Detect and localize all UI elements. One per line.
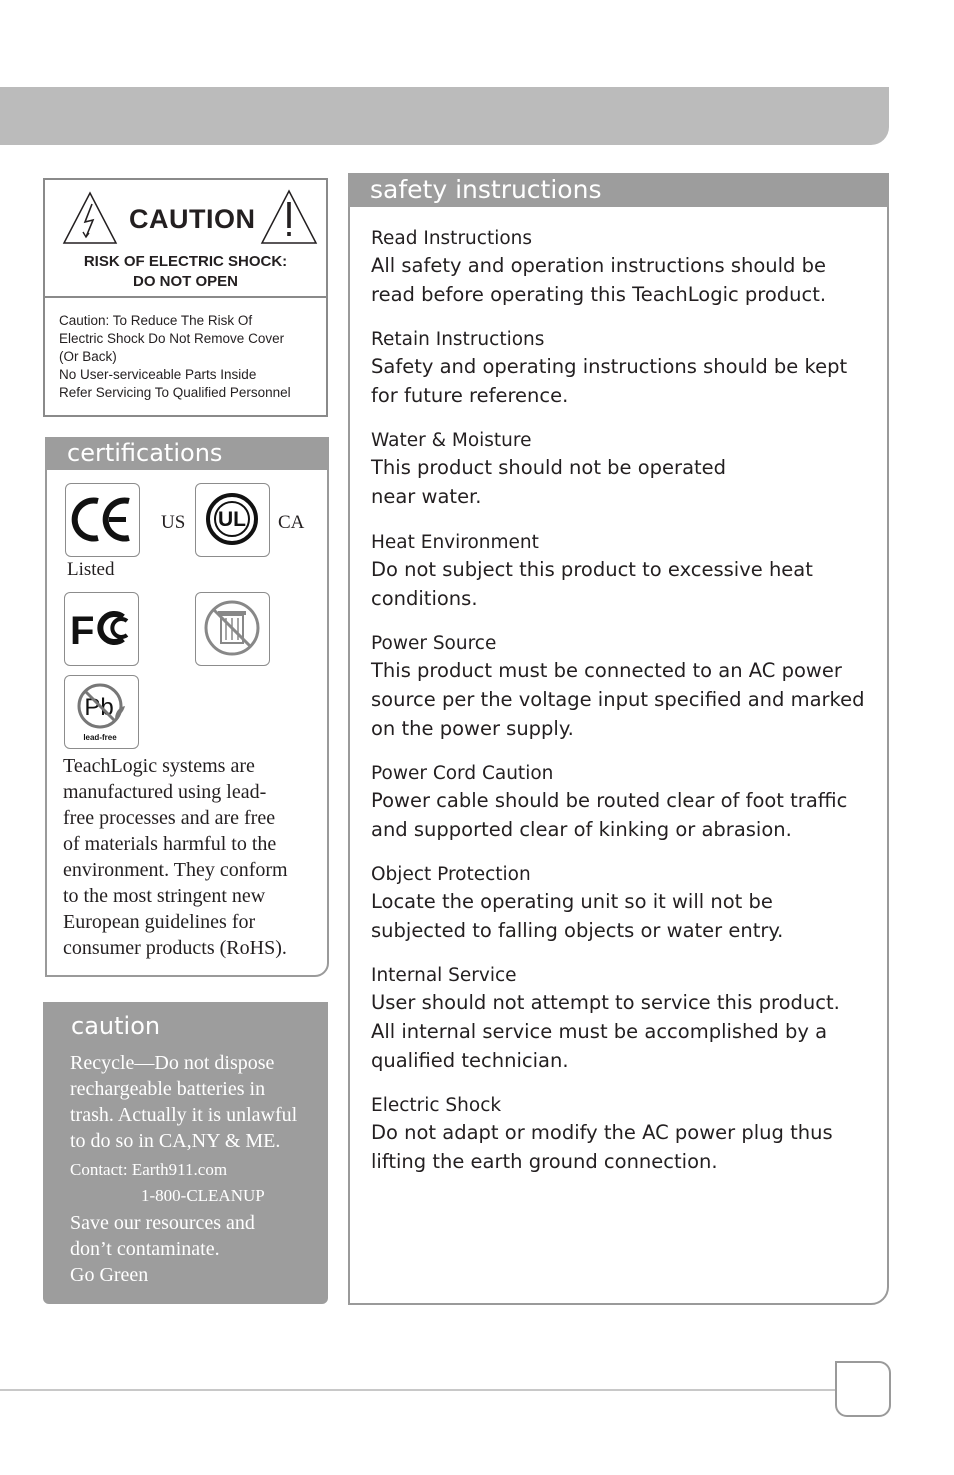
certifications-title-bar — [45, 437, 329, 470]
ul-listed-icon — [195, 483, 270, 557]
safety-item-heading: Object Protection — [371, 864, 531, 885]
caution-heading: CAUTION — [129, 204, 256, 234]
certifications-title: certifications — [67, 439, 223, 467]
safety-item-body — [371, 352, 881, 410]
safety-item-line: All internal service must be accomplished by a — [371, 1020, 828, 1043]
safety-item-line: Do not adapt or modify the AC power plug thus — [371, 1121, 833, 1144]
recycle-text-line: Save our resources and — [70, 1212, 255, 1234]
safety-item-line: source per the voltage input specified and marked — [371, 688, 865, 711]
safety-item-line: qualified technician. — [371, 1049, 569, 1072]
caution-notes — [59, 312, 321, 402]
certifications-text-line: manufactured using lead- — [63, 781, 267, 803]
footer-rule — [0, 1389, 836, 1391]
safety-item-heading: Power Cord Caution — [371, 763, 554, 784]
safety-item-line: near water. — [371, 485, 482, 508]
safety-item-line: This product should not be operated — [371, 456, 727, 479]
safety-instructions-panel — [348, 173, 889, 1305]
recycle-text-line: don’t contaminate. — [70, 1238, 220, 1260]
safety-item-heading: Power Source — [371, 633, 497, 654]
certifications-text-line: of materials harmful to the — [63, 833, 277, 855]
shock-warning-line-2: DO NOT OPEN — [132, 273, 238, 290]
safety-item-body — [371, 786, 881, 844]
safety-item-line: subjected to falling objects or water entry. — [371, 919, 784, 942]
ul-ca-label: CA — [278, 512, 305, 533]
safety-item-power-cord-caution — [371, 762, 881, 844]
safety-item-power-source — [371, 632, 881, 743]
fcc-icon — [64, 592, 139, 666]
recycle-closing-text — [70, 1210, 320, 1288]
safety-item-line: on the power supply. — [371, 717, 574, 740]
caution-note-line: (Or Back) — [59, 349, 117, 364]
caution-note-line: Electric Shock Do Not Remove Cover — [59, 331, 285, 346]
safety-item-body — [371, 453, 881, 511]
ul-listed-label: Listed — [67, 559, 115, 580]
recycle-text-line: Recycle—Do not dispose — [70, 1052, 275, 1074]
certifications-text-line: European guidelines for — [63, 911, 256, 933]
recycle-main-text — [70, 1050, 320, 1154]
safety-item-line: This product must be connected to an AC power — [371, 659, 842, 682]
safety-item-line: Safety and operating instructions should be kept — [371, 355, 848, 378]
svg-text:F: F — [70, 609, 95, 653]
recycle-text-line: rechargeable batteries in — [70, 1078, 266, 1100]
safety-item-heading: Read Instructions — [371, 228, 533, 249]
safety-item-line: for future reference. — [371, 384, 569, 407]
safety-item-body — [371, 887, 881, 945]
svg-text:UL: UL — [218, 508, 246, 531]
contact-phone: 1-800-CLEANUP — [141, 1186, 265, 1205]
page-number-box — [835, 1361, 891, 1417]
safety-item-heading: Water & Moisture — [371, 430, 532, 451]
safety-title-bar — [348, 173, 889, 207]
recycle-contact — [70, 1157, 320, 1209]
safety-item-heat-environment — [371, 531, 881, 613]
safety-item-line: Do not subject this product to excessive heat — [371, 558, 813, 581]
svg-text:Pb: Pb — [84, 694, 114, 721]
safety-item-line: lifting the earth ground connection. — [371, 1150, 718, 1173]
safety-item-body — [371, 988, 881, 1075]
header-band — [0, 87, 889, 145]
safety-item-body — [371, 1118, 881, 1176]
caution-note-line: Refer Servicing To Qualified Personnel — [59, 385, 291, 400]
safety-item-water-moisture — [371, 429, 881, 511]
recycle-caution-panel — [43, 1002, 328, 1304]
certifications-text — [63, 753, 323, 961]
recycle-text-line: to do so in CA,NY & ME. — [70, 1130, 281, 1152]
lead-free-label: lead-free — [83, 733, 117, 742]
safety-item-read-instructions — [371, 227, 881, 309]
shock-warning-line-1: RISK OF ELECTRIC SHOCK: — [83, 253, 288, 270]
certifications-text-line: free processes and are free — [63, 807, 276, 829]
certifications-text-line: TeachLogic systems are — [63, 755, 255, 777]
recycle-text-line: Go Green — [70, 1264, 149, 1286]
safety-item-line: Locate the operating unit so it will not be — [371, 890, 773, 913]
caution-note-line: Caution: To Reduce The Risk Of — [59, 313, 253, 328]
exclamation-warning-icon — [259, 188, 319, 246]
certifications-text-line: consumer products (RoHS). — [63, 937, 287, 959]
ce-mark-icon — [65, 483, 140, 557]
ul-us-label: US — [161, 512, 186, 533]
certifications-text-line: environment. They conform — [63, 859, 288, 881]
safety-item-body — [371, 555, 881, 613]
caution-note-line: No User-serviceable Parts Inside — [59, 367, 257, 382]
caution-label — [43, 178, 328, 417]
lightning-warning-icon — [61, 190, 119, 246]
recycle-caution-title: caution — [71, 1012, 161, 1040]
no-trash-bin-icon — [195, 592, 270, 666]
safety-item-line: and supported clear of kinking or abrasion. — [371, 818, 792, 841]
safety-item-heading: Heat Environment — [371, 532, 539, 553]
safety-item-line: User should not attempt to service this product. — [371, 991, 840, 1014]
safety-item-body — [371, 656, 881, 743]
safety-item-object-protection — [371, 863, 881, 945]
safety-item-heading: Retain Instructions — [371, 329, 545, 350]
safety-item-heading: Electric Shock — [371, 1095, 502, 1116]
safety-item-line: conditions. — [371, 587, 478, 610]
safety-item-line: Power cable should be routed clear of foot traffic — [371, 789, 848, 812]
certifications-text-line: to the most stringent new — [63, 885, 266, 907]
recycle-text-line: trash. Actually it is unlawful — [70, 1104, 298, 1126]
safety-item-internal-service — [371, 964, 881, 1075]
caution-label-header — [45, 180, 326, 298]
contact-website: Contact: Earth911.com — [70, 1160, 228, 1179]
safety-item-line: read before operating this TeachLogic product. — [371, 283, 827, 306]
safety-item-retain-instructions — [371, 328, 881, 410]
safety-item-electric-shock — [371, 1094, 881, 1176]
safety-item-line: All safety and operation instructions should be — [371, 254, 827, 277]
pb-lead-free-icon — [64, 675, 139, 749]
safety-item-body — [371, 251, 881, 309]
safety-item-heading: Internal Service — [371, 965, 517, 986]
safety-title: safety instructions — [370, 175, 602, 204]
certifications-panel — [45, 437, 329, 977]
